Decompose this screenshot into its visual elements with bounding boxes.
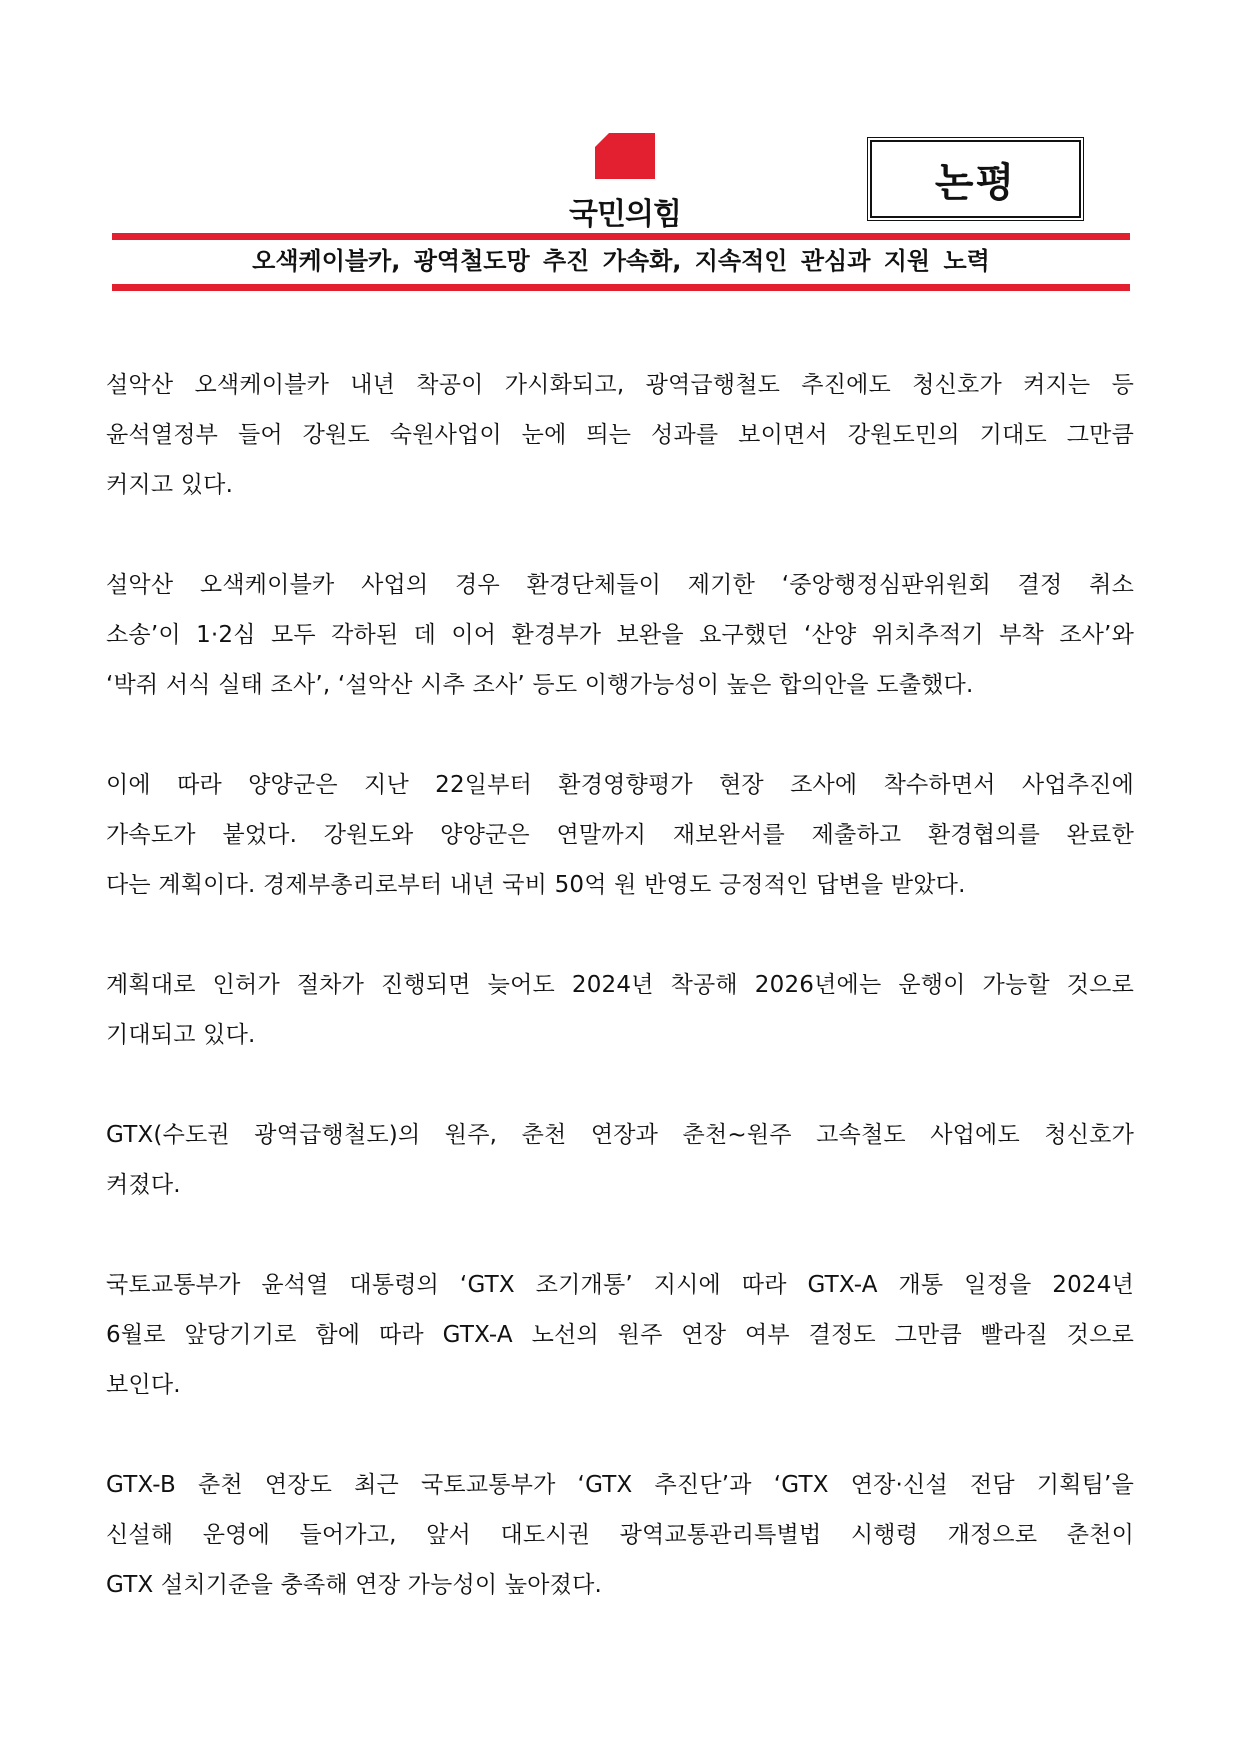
headline-rule-top bbox=[112, 233, 1130, 240]
party-logo-text: 국민의힘 bbox=[569, 197, 681, 232]
paragraph-line: 커지고 있다. bbox=[106, 472, 234, 498]
headline-rule-bottom bbox=[112, 284, 1130, 291]
body-paragraph bbox=[106, 1460, 1134, 1610]
party-logo bbox=[560, 133, 690, 233]
headline: 오색케이블카, 광역철도망 추진 가속화, 지속적인 관심과 지원 노력 bbox=[252, 247, 990, 275]
paragraph-line: 이에 따라 양양군은 지난 22일부터 환경영향평가 현장 조사에 착수하면서 사업추진에 bbox=[106, 772, 1134, 798]
category-box bbox=[870, 140, 1081, 218]
paragraph-line: 윤석열정부 들어 강원도 숙원사업이 눈에 띄는 성과를 보이면서 강원도민의 기대도 그만큼 bbox=[106, 422, 1134, 448]
paragraph-line: 국토교통부가 윤석열 대통령의 ‘GTX 조기개통’ 지시에 따라 GTX-A 개통 일정을 2024년 bbox=[106, 1272, 1134, 1298]
paragraph-line: 설악산 오색케이블카 내년 착공이 가시화되고, 광역급행철도 추진에도 청신호가 켜지는 등 bbox=[106, 372, 1134, 398]
category-label: 논평 bbox=[934, 159, 1017, 206]
paragraph-line: GTX 설치기준을 충족해 연장 가능성이 높아졌다. bbox=[106, 1572, 602, 1598]
paragraph-line: 신설해 운영에 들어가고, 앞서 대도시권 광역교통관리특별법 시행령 개정으로 춘천이 bbox=[106, 1522, 1134, 1548]
paragraph-line: 계획대로 인허가 절차가 진행되면 늦어도 2024년 착공해 2026년에는 운행이 가능할 것으로 bbox=[106, 972, 1134, 998]
party-logo-mark-icon bbox=[595, 133, 655, 179]
body-text bbox=[106, 360, 1134, 1660]
paragraph-line: 보인다. bbox=[106, 1372, 181, 1398]
body-paragraph bbox=[106, 1110, 1134, 1210]
body-paragraph bbox=[106, 960, 1134, 1060]
body-paragraph bbox=[106, 560, 1134, 710]
paragraph-line: GTX-B 춘천 연장도 최근 국토교통부가 ‘GTX 추진단’과 ‘GTX 연장·신설 전담 기획팀’을 bbox=[106, 1472, 1134, 1498]
paragraph-line: 기대되고 있다. bbox=[106, 1022, 256, 1048]
body-paragraph bbox=[106, 360, 1134, 510]
paragraph-line: ‘박쥐 서식 실태 조사’, ‘설악산 시추 조사’ 등도 이행가능성이 높은 합의안을 도출했다. bbox=[106, 672, 974, 698]
paragraph-line: 가속도가 붙었다. 강원도와 양양군은 연말까지 재보완서를 제출하고 환경협의를 완료한 bbox=[106, 822, 1134, 848]
paragraph-line: GTX(수도권 광역급행철도)의 원주, 춘천 연장과 춘천~원주 고속철도 사업에도 청신호가 bbox=[106, 1122, 1134, 1148]
paragraph-line: 다는 계획이다. 경제부총리로부터 내년 국비 50억 원 반영도 긍정적인 답변을 받았다. bbox=[106, 872, 966, 898]
body-paragraph bbox=[106, 1260, 1134, 1410]
paragraph-line: 6월로 앞당기기로 함에 따라 GTX-A 노선의 원주 연장 여부 결정도 그만큼 빨라질 것으로 bbox=[106, 1322, 1134, 1348]
paragraph-line: 소송’이 1·2심 모두 각하된 데 이어 환경부가 보완을 요구했던 ‘산양 위치추적기 부착 조사’와 bbox=[106, 622, 1134, 648]
body-paragraph bbox=[106, 760, 1134, 910]
paragraph-line: 켜졌다. bbox=[106, 1172, 181, 1198]
paragraph-line: 설악산 오색케이블카 사업의 경우 환경단체들이 제기한 ‘중앙행정심판위원회 결정 취소 bbox=[106, 572, 1134, 598]
